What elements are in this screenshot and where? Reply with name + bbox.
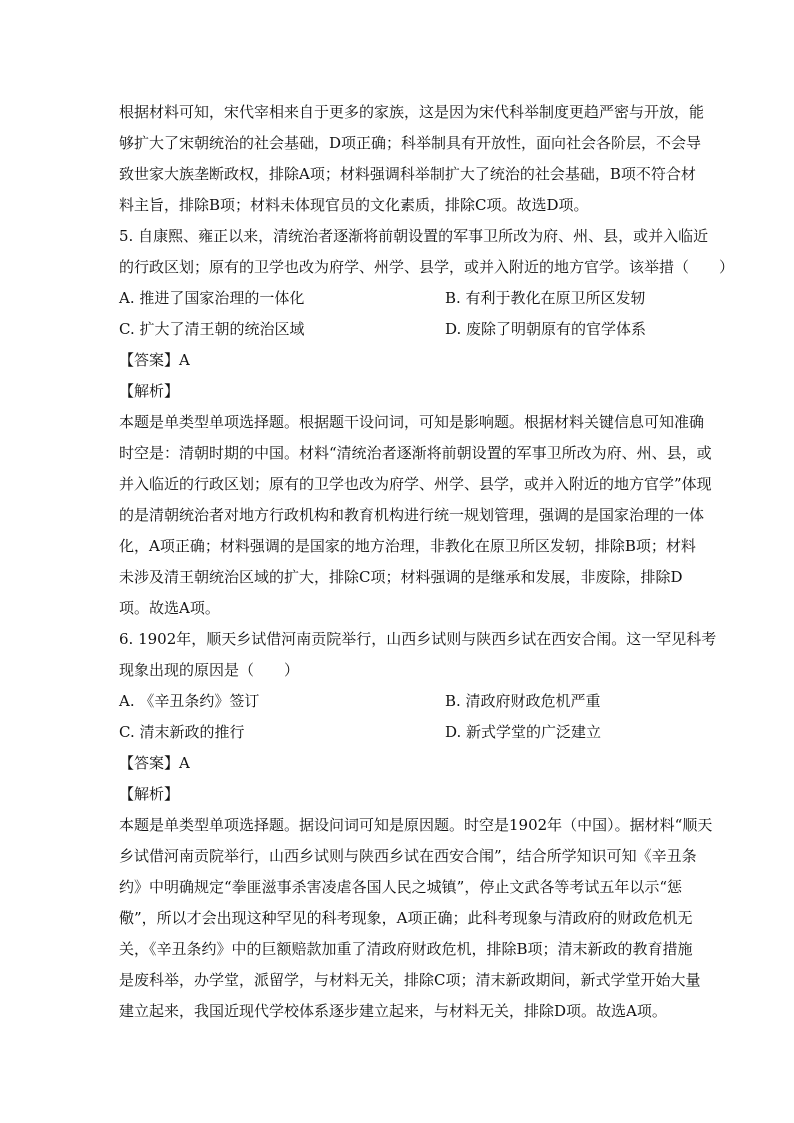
question-5-stem: 的行政区划；原有的卫学也改为府学、州学、县学，或并入附近的地方官学。该举措（ ） [119, 258, 735, 276]
question-6-stem: 现象出现的原因是（ ） [119, 661, 300, 679]
analysis-line: 项。故选A项。 [119, 599, 220, 617]
option-b: B. 有利于教化在原卫所区发轫 [445, 289, 646, 307]
question-6-options-row-2 [119, 717, 675, 748]
analysis-line: 建立起来，我国近现代学校体系逐步建立起来，与材料无关，排除D项。故选A项。 [119, 1002, 667, 1020]
option-a: A. 《辛丑条约》签订 [119, 692, 260, 710]
analysis-line: 约》中明确规定“拳匪滋事杀害凌虐各国人民之城镇”，停止文武各等考试五年以示“惩 [119, 878, 683, 896]
paragraph-line: 够扩大了宋朝统治的社会基础，D项正确；科举制具有开放性，面向社会各阶层，不会导 [119, 134, 702, 152]
option-b: B. 清政府财政危机严重 [445, 692, 601, 710]
analysis-line: 本题是单类型单项选择题。根据题干设问词，可知是影响题。根据材料关键信息可知准确 [119, 413, 705, 431]
option-d: D. 废除了明朝原有的官学体系 [445, 320, 647, 338]
analysis-line: 是废科举，办学堂，派留学，与材料无关，排除C项；清末新政期间，新式学堂开始大量 [119, 971, 701, 989]
paragraph-line: 根据材料可知，宋代宰相来自于更多的家族，这是因为宋代科举制度更趋严密与开放，能 [119, 103, 705, 121]
analysis-line: 儆”，所以才会出现这种罕见的科考现象，A项正确；此科考现象与清政府的财政危机无 [119, 909, 693, 927]
question-6-options-row-1 [119, 686, 675, 717]
analysis-line: 本题是单类型单项选择题。据设问词可知是原因题。时空是1902年（中国）。据材料“顺天 [119, 816, 713, 834]
paragraph-line: 致世家大族垄断政权，排除A项；材料强调科举制扩大了统治的社会基础，B项不符合材 [119, 165, 696, 183]
question-5-options-row-2 [119, 314, 675, 345]
analysis-line: 乡试借河南贡院举行，山西乡试则与陕西乡试在西安合闱”，结合所学知识可知《辛丑条 [119, 847, 697, 865]
analysis-line: 化，A项正确；材料强调的是国家的地方治理，非教化在原卫所区发轫，排除B项；材料 [119, 537, 696, 555]
answer-label: 【答案】A [119, 754, 190, 772]
analysis-line: 时空是：清朝时期的中国。材料“清统治者逐渐将前朝设置的军事卫所改为府、州、县，或 [119, 444, 712, 462]
analysis-line: 未涉及清王朝统治区域的扩大，排除C项；材料强调的是继承和发展，非废除，排除D [119, 568, 683, 586]
document-content [119, 97, 735, 1027]
analysis-line: 关，《辛丑条约》中的巨额赔款加重了清政府财政危机，排除B项；清末新政的教育措施 [119, 940, 693, 958]
analysis-line: 的是清朝统治者对地方行政机构和教育机构进行统一规划管理，强调的是国家治理的一体 [119, 506, 705, 524]
option-c: C. 清末新政的推行 [119, 723, 245, 741]
question-5-stem: 5. 自康熙、雍正以来，清统治者逐渐将前朝设置的军事卫所改为府、州、县，或并入临近 [119, 227, 709, 245]
analysis-label: 【解析】 [119, 785, 180, 803]
analysis-line: 并入临近的行政区划；原有的卫学也改为府学、州学、县学，或并入附近的地方官学”体现 [119, 475, 712, 493]
option-d: D. 新式学堂的广泛建立 [445, 723, 602, 741]
paragraph-line: 料主旨，排除B项；材料未体现官员的文化素质，排除C项。故选D项。 [119, 196, 589, 214]
answer-label: 【答案】A [119, 351, 190, 369]
analysis-label: 【解析】 [119, 382, 180, 400]
question-6-stem: 6. 1902年，顺天乡试借河南贡院举行，山西乡试则与陕西乡试在西安合闱。这一罕见科考 [119, 630, 717, 648]
question-5-options-row-1 [119, 283, 675, 314]
option-a: A. 推进了国家治理的一体化 [119, 289, 305, 307]
option-c: C. 扩大了清王朝的统治区域 [119, 320, 305, 338]
